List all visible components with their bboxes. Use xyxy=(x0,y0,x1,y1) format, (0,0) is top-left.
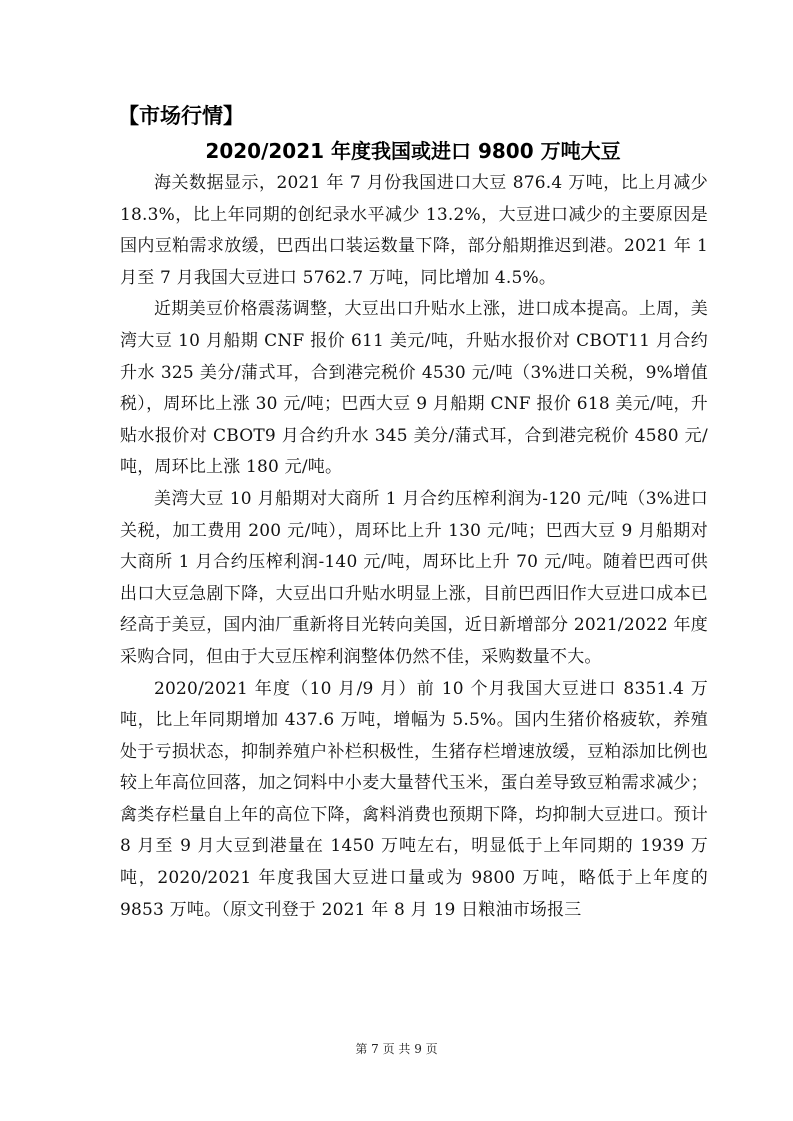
page-number-footer: 第 7 页 共 9 页 xyxy=(355,1042,438,1056)
paragraph: 2020/2021 年度（10 月/9 月）前 10 个月我国大豆进口 8351.4 万吨，比上年同期增加 437.6 万吨，增幅为 5.5%。国内生猪价格疲软，养殖处于亏损状态，抑制养殖户补栏积极性，生猪存栏增速放缓，豆粕添加比例也较上年高位回落，加之饲料中小麦大量替代玉米，蛋白差导致豆粕需求减少；禽类存栏量自上年的高位下降，禽料消费也预期下降，均抑制大豆进口。预计 8 月至 9 月大豆到港量在 1450 万吨左右，明显低于上年同期的 1939 万吨，2020/2021 年度我国大豆进口量或为 9800 万吨，略低于上年度的 9853 万吨。（原文刊登于 2021 年 8 月 19 日粮油市场报三 xyxy=(120,678,708,920)
paragraph: 海关数据显示，2021 年 7 月份我国进口大豆 876.4 万吨，比上月减少 18.3%，比上年同期的创纪录水平减少 13.2%，大豆进口减少的主要原因是国内豆粕需求放缓，巴西出口装运数量下降，部分船期推迟到港。2021 年 1 月至 7 月我国大豆进口 5762.7 万吨，同比增加 4.5%。 xyxy=(120,173,708,288)
article-title: 2020/2021 年度我国或进口 9800 万吨大豆 xyxy=(205,139,621,163)
paragraph: 美湾大豆 10 月船期对大商所 1 月合约压榨利润为-120 元/吨（3%进口关税，加工费用 200 元/吨），周环比上升 130 元/吨；巴西大豆 9 月船期对大商所 1 月合约压榨利润-140 元/吨，周环比上升 70 元/吨。随着巴西可供出口大豆急剧下降，大豆出口升贴水明显上涨，目前巴西旧作大豆进口成本已经高于美豆，国内油厂重新将目光转向美国，近日新增部分 2021/2022 年度采购合同，但由于大豆压榨利润整体仍然不佳，采购数量不大。 xyxy=(120,488,708,667)
article-body xyxy=(120,168,708,926)
section-label: 【市场行情】 xyxy=(118,104,244,128)
paragraph: 近期美豆价格震荡调整，大豆出口升贴水上涨，进口成本提高。上周，美湾大豆 10 月船期 CNF 报价 611 美元/吨，升贴水报价对 CBOT11 月合约升水 325 美分/蒲式耳，合到港完税价 4530 元/吨（3%进口关税，9%增值税），周环比上涨 30 元/吨；巴西大豆 9 月船期 CNF 报价 618 美元/吨，升贴水报价对 CBOT9 月合约升水 345 美分/蒲式耳，合到港完税价 4580 元/吨，周环比上涨 180 元/吨。 xyxy=(120,299,708,478)
